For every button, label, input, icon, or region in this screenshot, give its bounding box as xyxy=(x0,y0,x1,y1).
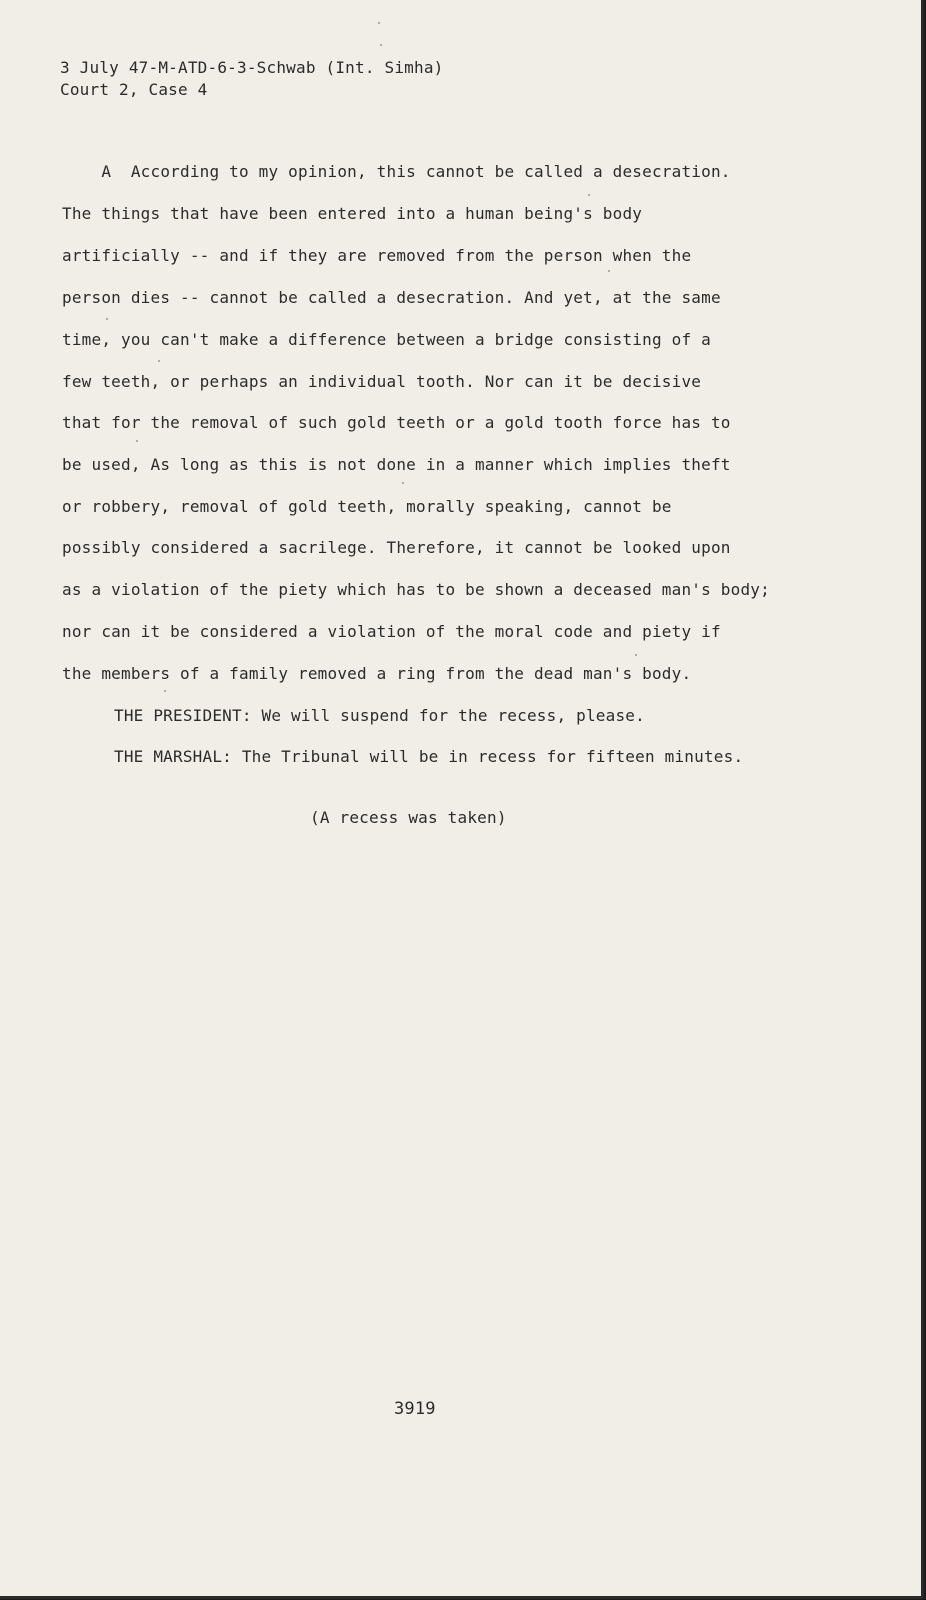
answer-line: possibly considered a sacrilege. Therefore, it cannot be looked upon xyxy=(62,538,731,557)
president-statement: THE PRESIDENT: We will suspend for the recess, please. xyxy=(114,706,645,725)
paper-speck xyxy=(106,318,108,320)
answer-line: person dies -- cannot be called a desecration. And yet, at the same xyxy=(62,288,721,307)
answer-line: that for the removal of such gold teeth or a gold tooth force has to xyxy=(62,413,731,432)
answer-line: nor can it be considered a violation of the moral code and piety if xyxy=(62,622,721,641)
answer-line: The things that have been entered into a human being's body xyxy=(62,204,643,223)
paper-speck xyxy=(164,690,166,692)
recess-note: (A recess was taken) xyxy=(310,808,507,827)
answer-line: few teeth, or perhaps an individual tooth. Nor can it be decisive xyxy=(62,372,702,391)
paper-speck xyxy=(402,482,404,484)
answer-line: A According to my opinion, this cannot be called a desecration. xyxy=(62,162,731,181)
answer-line: the members of a family removed a ring from the dead man's body. xyxy=(62,664,692,683)
paper-speck xyxy=(378,22,380,24)
paper-speck xyxy=(136,440,138,442)
answer-line: or robbery, removal of gold teeth, morally speaking, cannot be xyxy=(62,497,672,516)
paper-speck xyxy=(608,270,610,272)
paper-speck xyxy=(158,360,160,362)
header-court-line: Court 2, Case 4 xyxy=(60,80,208,99)
paper-speck xyxy=(635,654,637,656)
answer-line: as a violation of the piety which has to be shown a deceased man's body; xyxy=(62,580,770,599)
paper-speck xyxy=(588,194,590,196)
answer-line: artificially -- and if they are removed from the person when the xyxy=(62,246,692,265)
answer-line: be used, As long as this is not done in a manner which implies theft xyxy=(62,455,731,474)
answer-line: time, you can't make a difference between a bridge consisting of a xyxy=(62,330,711,349)
header-session-line: 3 July 47-M-ATD-6-3-Schwab (Int. Simha) xyxy=(60,58,444,77)
page-number: 3919 xyxy=(394,1399,436,1419)
paper-speck xyxy=(380,44,382,46)
marshal-statement: THE MARSHAL: The Tribunal will be in recess for fifteen minutes. xyxy=(114,747,744,766)
